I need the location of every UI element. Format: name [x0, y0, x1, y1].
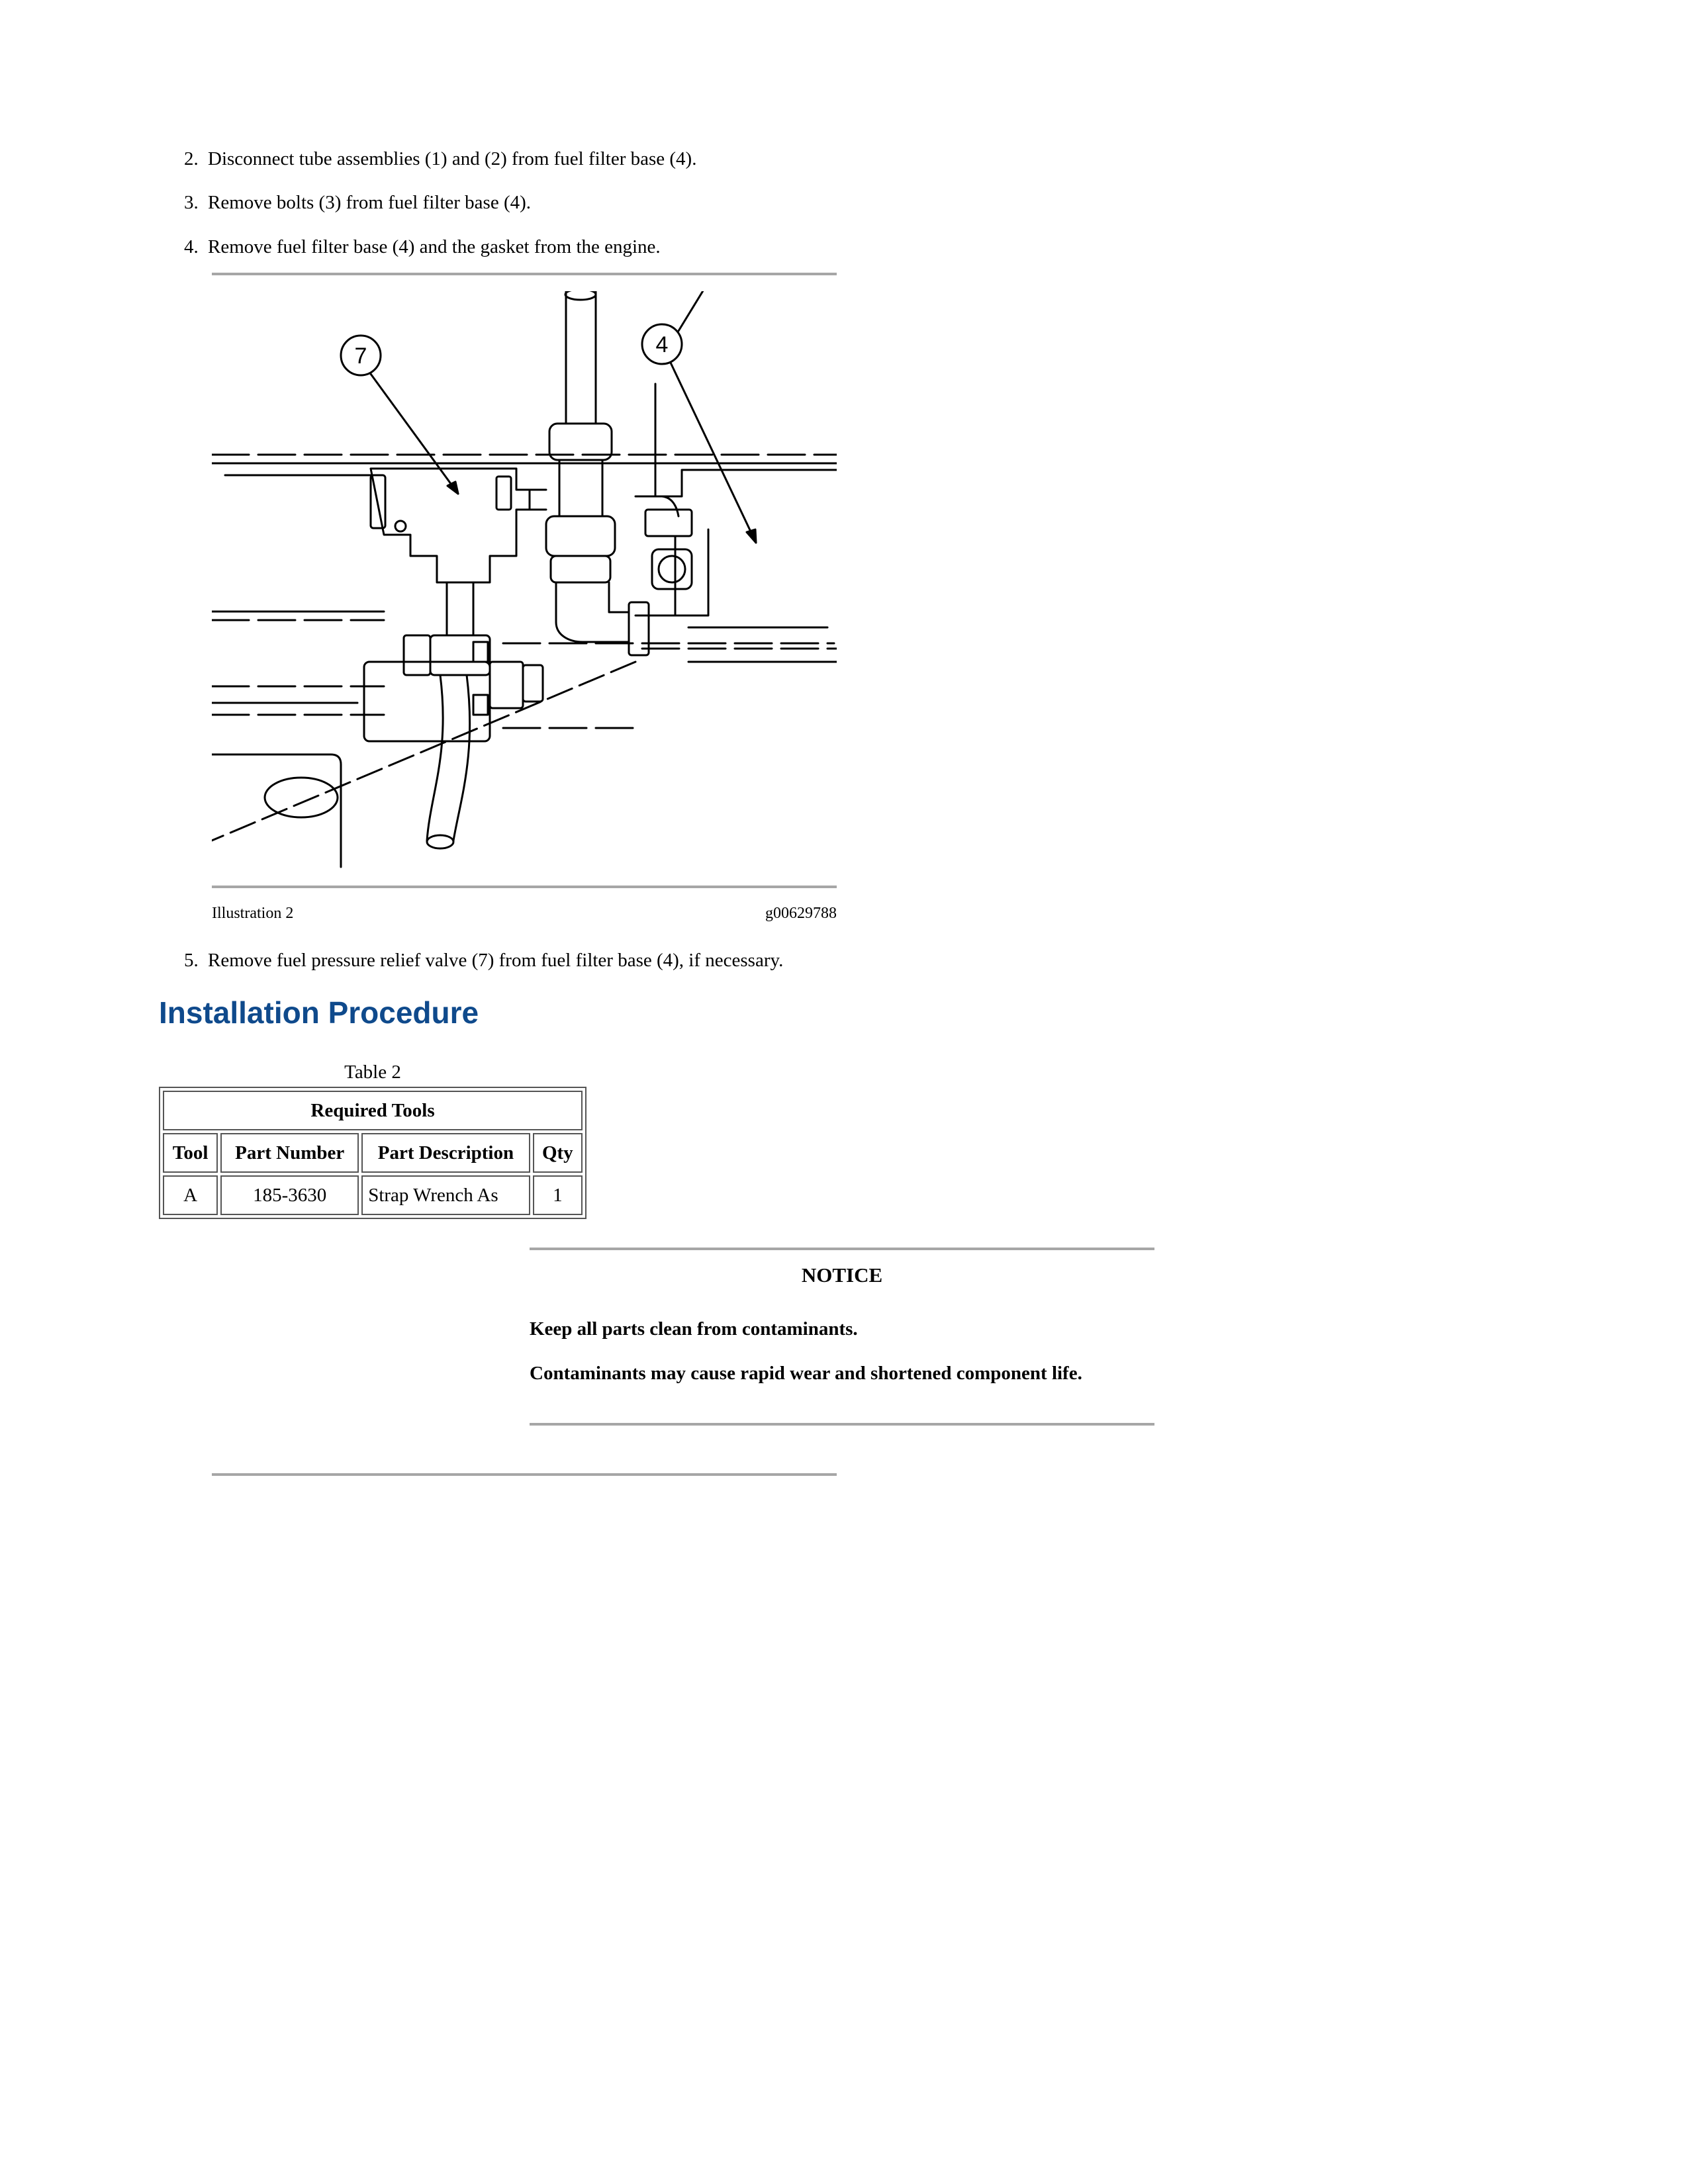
step-text: Remove fuel pressure relief valve (7) from fuel filter base (4), if necessary.	[208, 950, 784, 971]
table-caption: Table 2	[344, 1062, 401, 1083]
table-header-row	[163, 1133, 583, 1173]
step-text: Remove fuel filter base (4) and the gasket from the engine.	[208, 236, 661, 257]
column-header: Qty	[533, 1133, 583, 1173]
illustration	[212, 291, 837, 874]
step-text: Disconnect tube assemblies (1) and (2) from fuel filter base (4).	[208, 148, 697, 169]
callout-7-label: 7	[354, 343, 367, 369]
fuel-filter-base-drawing	[212, 291, 837, 874]
section-heading: Installation Procedure	[159, 995, 479, 1030]
table-cell: 1	[533, 1175, 583, 1215]
step-5	[184, 948, 783, 972]
notice-top-rule	[530, 1248, 1154, 1250]
notice-bottom-rule	[530, 1423, 1154, 1426]
step-2	[184, 147, 696, 171]
step-number: 2.	[184, 148, 199, 169]
table-cell: A	[163, 1175, 218, 1215]
relief-valve	[364, 469, 543, 848]
notice-line: Contaminants may cause rapid wear and shortened component life.	[530, 1363, 1082, 1384]
illustration-id: g00629788	[765, 905, 837, 922]
section-end-rule	[212, 1473, 837, 1476]
table-cell: Strap Wrench As	[361, 1175, 530, 1215]
notice-title: NOTICE	[801, 1263, 883, 1287]
illustration-bottom-rule	[212, 886, 837, 888]
illustration-top-rule	[212, 273, 837, 275]
required-tools-table	[159, 1087, 586, 1219]
bracket-hole	[265, 778, 338, 817]
table-title-row	[163, 1091, 583, 1130]
table-cell: 185-3630	[220, 1175, 359, 1215]
step-number: 3.	[184, 192, 199, 213]
step-3	[184, 191, 531, 214]
column-header: Part Number	[220, 1133, 359, 1173]
table-title: Required Tools	[163, 1091, 583, 1130]
step-4	[184, 235, 661, 259]
notice-line: Keep all parts clean from contaminants.	[530, 1318, 858, 1340]
callout-4	[642, 291, 756, 543]
fuel-line	[530, 291, 649, 655]
step-text: Remove bolts (3) from fuel filter base (4).	[208, 192, 532, 213]
illustration-caption: Illustration 2	[212, 905, 294, 922]
column-header: Tool	[163, 1133, 218, 1173]
bracket	[212, 754, 341, 867]
table-row	[163, 1175, 583, 1215]
column-header: Part Description	[361, 1133, 530, 1173]
step-number: 5.	[184, 950, 199, 971]
step-number: 4.	[184, 236, 199, 257]
frame-lines	[212, 455, 837, 728]
callout-4-label: 4	[655, 332, 669, 357]
